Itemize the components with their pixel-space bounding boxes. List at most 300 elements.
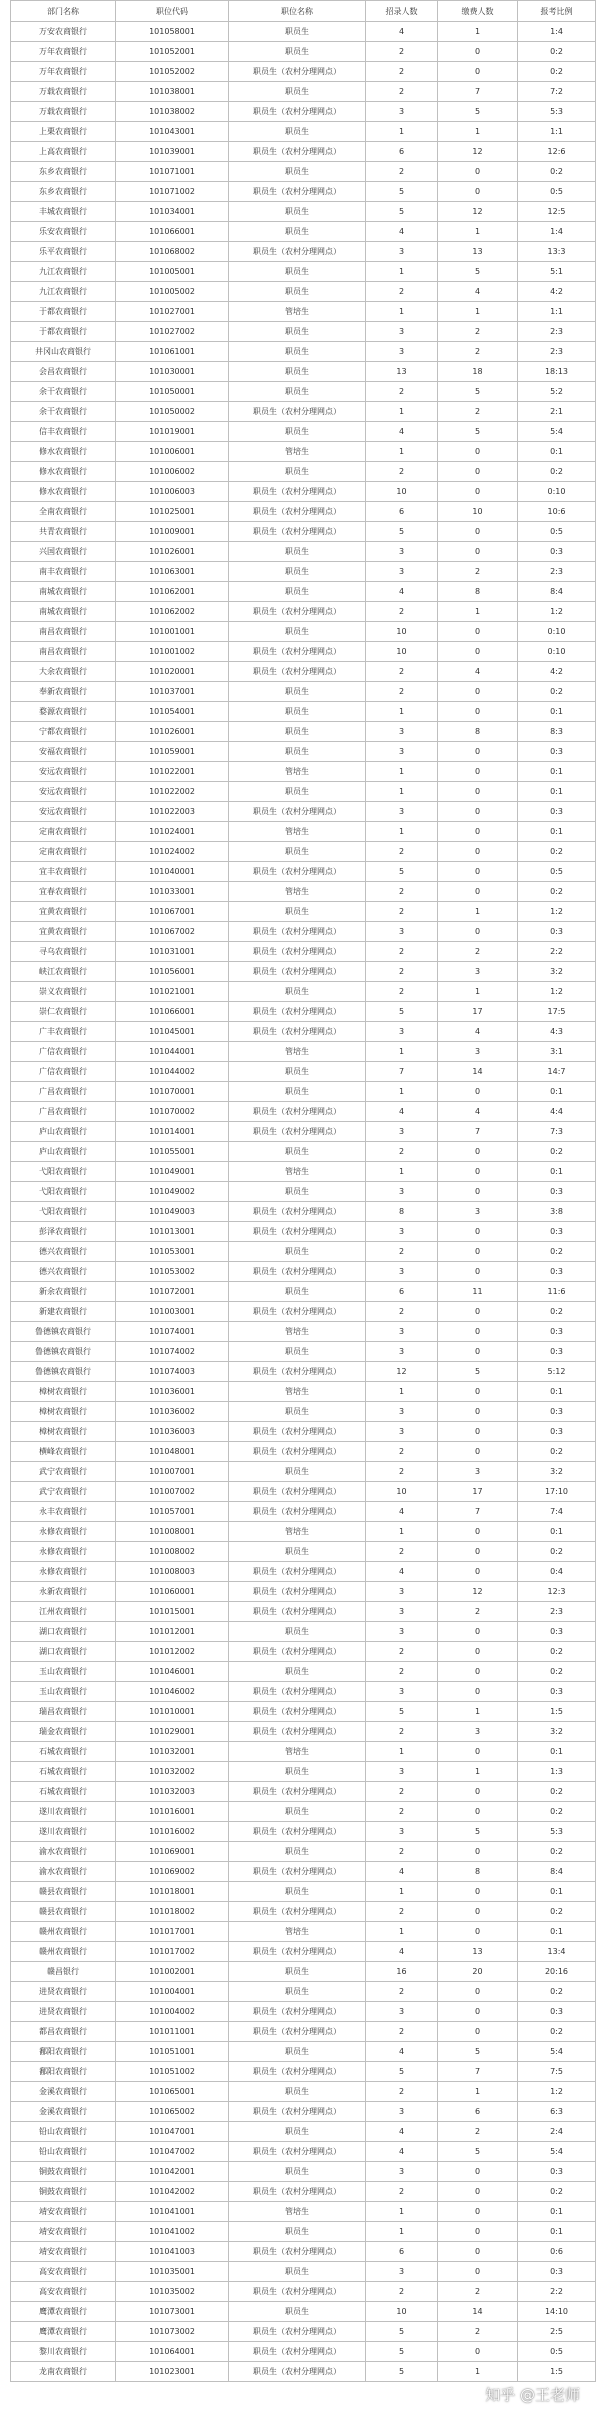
cell-hire-count: 3 [366, 1322, 438, 1342]
cell-paid-count: 5 [438, 262, 518, 282]
cell-hire-count: 2 [366, 842, 438, 862]
cell-hire-count: 3 [366, 102, 438, 122]
table-row [11, 62, 596, 82]
cell-position: 职员生 [229, 1802, 366, 1822]
cell-dept: 靖安农商银行 [11, 2202, 116, 2222]
cell-dept: 德兴农商银行 [11, 1262, 116, 1282]
table-row [11, 1842, 596, 1862]
cell-code: 101030001 [116, 362, 229, 382]
cell-code: 101022003 [116, 802, 229, 822]
cell-paid-count: 8 [438, 582, 518, 602]
cell-ratio: 0:3 [518, 1322, 596, 1342]
cell-hire-count: 3 [366, 322, 438, 342]
cell-code: 101071001 [116, 162, 229, 182]
cell-code: 101059001 [116, 742, 229, 762]
cell-ratio: 0:1 [518, 762, 596, 782]
table-row [11, 482, 596, 502]
cell-position: 职员生（农村分理网点） [229, 2002, 366, 2022]
cell-position: 职员生（农村分理网点） [229, 1902, 366, 1922]
cell-hire-count: 1 [366, 1882, 438, 1902]
cell-position: 职员生 [229, 342, 366, 362]
cell-ratio: 0:5 [518, 522, 596, 542]
cell-ratio: 3:2 [518, 1462, 596, 1482]
cell-dept: 进贤农商银行 [11, 2002, 116, 2022]
cell-position: 职员生（农村分理网点） [229, 2142, 366, 2162]
table-row [11, 1002, 596, 1022]
table-row [11, 2162, 596, 2182]
cell-position: 职员生 [229, 582, 366, 602]
cell-code: 101017001 [116, 1922, 229, 1942]
table-row [11, 1142, 596, 1162]
table-row [11, 2102, 596, 2122]
cell-ratio: 0:3 [518, 542, 596, 562]
cell-hire-count: 3 [366, 1122, 438, 1142]
cell-hire-count: 1 [366, 442, 438, 462]
cell-code: 101065002 [116, 2102, 229, 2122]
cell-hire-count: 3 [366, 2002, 438, 2022]
cell-paid-count: 2 [438, 562, 518, 582]
table-row [11, 382, 596, 402]
cell-dept: 万年农商银行 [11, 62, 116, 82]
table-row [11, 462, 596, 482]
table-row [11, 2042, 596, 2062]
cell-paid-count: 0 [438, 922, 518, 942]
cell-position: 职员生（农村分理网点） [229, 1102, 366, 1122]
cell-paid-count: 0 [438, 1162, 518, 1182]
table-row [11, 262, 596, 282]
cell-paid-count: 3 [438, 1202, 518, 1222]
cell-code: 101055001 [116, 1142, 229, 1162]
cell-ratio: 0:5 [518, 2342, 596, 2362]
cell-code: 101002001 [116, 1962, 229, 1982]
cell-paid-count: 0 [438, 522, 518, 542]
table-row [11, 1942, 596, 1962]
cell-paid-count: 0 [438, 1682, 518, 1702]
cell-dept: 宜春农商银行 [11, 882, 116, 902]
table-row [11, 362, 596, 382]
cell-dept: 大余农商银行 [11, 662, 116, 682]
cell-ratio: 5:2 [518, 382, 596, 402]
cell-ratio: 0:1 [518, 1742, 596, 1762]
cell-dept: 樟树农商银行 [11, 1382, 116, 1402]
cell-dept: 铅山农商银行 [11, 2142, 116, 2162]
cell-ratio: 0:1 [518, 2222, 596, 2242]
cell-ratio: 0:3 [518, 802, 596, 822]
cell-position: 职员生 [229, 282, 366, 302]
cell-ratio: 0:1 [518, 1162, 596, 1182]
cell-ratio: 14:7 [518, 1062, 596, 1082]
table-row [11, 1442, 596, 1462]
cell-ratio: 0:10 [518, 642, 596, 662]
cell-hire-count: 3 [366, 1682, 438, 1702]
cell-paid-count: 1 [438, 122, 518, 142]
cell-position: 职员生 [229, 742, 366, 762]
cell-dept: 铜鼓农商银行 [11, 2162, 116, 2182]
cell-paid-count: 0 [438, 1842, 518, 1862]
cell-ratio: 13:3 [518, 242, 596, 262]
cell-hire-count: 3 [366, 1422, 438, 1442]
cell-code: 101050001 [116, 382, 229, 402]
cell-position: 职员生（农村分理网点） [229, 1602, 366, 1622]
cell-hire-count: 2 [366, 282, 438, 302]
cell-position: 职员生（农村分理网点） [229, 2022, 366, 2042]
cell-hire-count: 3 [366, 1602, 438, 1622]
cell-position: 职员生（农村分理网点） [229, 2282, 366, 2302]
table-row [11, 1162, 596, 1182]
cell-hire-count: 1 [366, 302, 438, 322]
cell-hire-count: 2 [366, 1842, 438, 1862]
cell-paid-count: 3 [438, 1722, 518, 1742]
cell-hire-count: 3 [366, 1342, 438, 1362]
cell-paid-count: 2 [438, 322, 518, 342]
table-row [11, 1882, 596, 1902]
cell-dept: 湖口农商银行 [11, 1622, 116, 1642]
cell-paid-count: 0 [438, 762, 518, 782]
table-row [11, 322, 596, 342]
cell-dept: 南丰农商银行 [11, 562, 116, 582]
table-row [11, 1902, 596, 1922]
cell-code: 101070002 [116, 1102, 229, 1122]
cell-paid-count: 3 [438, 1042, 518, 1062]
cell-paid-count: 8 [438, 1862, 518, 1882]
cell-ratio: 13:4 [518, 1942, 596, 1962]
cell-hire-count: 1 [366, 1522, 438, 1542]
table-row [11, 882, 596, 902]
table-row [11, 642, 596, 662]
cell-hire-count: 6 [366, 1282, 438, 1302]
cell-ratio: 1:4 [518, 22, 596, 42]
cell-ratio: 0:10 [518, 482, 596, 502]
cell-dept: 鹰潭农商银行 [11, 2322, 116, 2342]
cell-paid-count: 4 [438, 662, 518, 682]
cell-paid-count: 5 [438, 2042, 518, 2062]
cell-position: 职员生（农村分理网点） [229, 1362, 366, 1382]
cell-position: 职员生 [229, 1882, 366, 1902]
cell-position: 职员生（农村分理网点） [229, 1422, 366, 1442]
cell-hire-count: 5 [366, 1002, 438, 1022]
table-row [11, 2322, 596, 2342]
cell-hire-count: 1 [366, 1742, 438, 1762]
cell-paid-count: 5 [438, 2142, 518, 2162]
cell-hire-count: 2 [366, 942, 438, 962]
cell-paid-count: 0 [438, 1802, 518, 1822]
cell-hire-count: 4 [366, 22, 438, 42]
cell-hire-count: 3 [366, 722, 438, 742]
cell-ratio: 0:6 [518, 2242, 596, 2262]
cell-hire-count: 2 [366, 1982, 438, 2002]
cell-hire-count: 5 [366, 2062, 438, 2082]
cell-hire-count: 2 [366, 2082, 438, 2102]
cell-ratio: 4:4 [518, 1102, 596, 1122]
cell-position: 职员生 [229, 1342, 366, 1362]
cell-position: 职员生 [229, 2162, 366, 2182]
cell-position: 职员生（农村分理网点） [229, 502, 366, 522]
table-row [11, 542, 596, 562]
cell-paid-count: 4 [438, 1022, 518, 1042]
cell-code: 101001002 [116, 642, 229, 662]
cell-hire-count: 6 [366, 142, 438, 162]
cell-dept: 上高农商银行 [11, 142, 116, 162]
cell-position: 职员生 [229, 1962, 366, 1982]
table-row [11, 1422, 596, 1442]
cell-hire-count: 2 [366, 2182, 438, 2202]
cell-hire-count: 4 [366, 1942, 438, 1962]
cell-position: 职员生（农村分理网点） [229, 1502, 366, 1522]
cell-ratio: 5:3 [518, 102, 596, 122]
cell-paid-count: 0 [438, 1142, 518, 1162]
cell-ratio: 17:5 [518, 1002, 596, 1022]
cell-hire-count: 4 [366, 422, 438, 442]
cell-code: 101052002 [116, 62, 229, 82]
cell-hire-count: 5 [366, 182, 438, 202]
cell-code: 101074001 [116, 1322, 229, 1342]
cell-paid-count: 5 [438, 102, 518, 122]
cell-dept: 湖口农商银行 [11, 1642, 116, 1662]
cell-position: 职员生（农村分理网点） [229, 802, 366, 822]
cell-paid-count: 18 [438, 362, 518, 382]
cell-dept: 武宁农商银行 [11, 1482, 116, 1502]
cell-ratio: 3:2 [518, 1722, 596, 1742]
cell-paid-count: 0 [438, 62, 518, 82]
cell-code: 101049003 [116, 1202, 229, 1222]
cell-ratio: 4:2 [518, 662, 596, 682]
cell-hire-count: 5 [366, 2362, 438, 2382]
cell-dept: 武宁农商银行 [11, 1462, 116, 1482]
cell-dept: 渝水农商银行 [11, 1842, 116, 1862]
cell-code: 101005001 [116, 262, 229, 282]
cell-paid-count: 0 [438, 1742, 518, 1762]
cell-dept: 于都农商银行 [11, 322, 116, 342]
cell-position: 职员生（农村分理网点） [229, 1582, 366, 1602]
cell-dept: 广信农商银行 [11, 1042, 116, 1062]
cell-hire-count: 5 [366, 2342, 438, 2362]
table-row [11, 2002, 596, 2022]
cell-hire-count: 8 [366, 1202, 438, 1222]
cell-paid-count: 0 [438, 1902, 518, 1922]
cell-paid-count: 0 [438, 862, 518, 882]
cell-code: 101069001 [116, 1842, 229, 1862]
cell-code: 101074002 [116, 1342, 229, 1362]
cell-hire-count: 5 [366, 202, 438, 222]
cell-hire-count: 1 [366, 2202, 438, 2222]
cell-dept: 赣县农商银行 [11, 1902, 116, 1922]
cell-ratio: 0:3 [518, 922, 596, 942]
header-paid-count: 缴费人数 [438, 1, 518, 22]
cell-code: 101036002 [116, 1402, 229, 1422]
watermark: 知乎 @王老师 [485, 2386, 580, 2404]
cell-hire-count: 2 [366, 1442, 438, 1462]
cell-position: 职员生（农村分理网点） [229, 1942, 366, 1962]
cell-ratio: 7:5 [518, 2062, 596, 2082]
cell-paid-count: 0 [438, 842, 518, 862]
cell-ratio: 0:2 [518, 882, 596, 902]
cell-dept: 丰城农商银行 [11, 202, 116, 222]
cell-dept: 鄱阳农商银行 [11, 2062, 116, 2082]
cell-dept: 弋阳农商银行 [11, 1202, 116, 1222]
cell-ratio: 0:2 [518, 2022, 596, 2042]
cell-dept: 赣州农商银行 [11, 1942, 116, 1962]
cell-ratio: 0:1 [518, 2202, 596, 2222]
cell-hire-count: 10 [366, 2302, 438, 2322]
cell-ratio: 12:3 [518, 1582, 596, 1602]
cell-paid-count: 0 [438, 1642, 518, 1662]
cell-dept: 寻乌农商银行 [11, 942, 116, 962]
cell-ratio: 0:3 [518, 1222, 596, 1242]
cell-position: 职员生 [229, 1542, 366, 1562]
cell-code: 101008001 [116, 1522, 229, 1542]
cell-position: 职员生 [229, 462, 366, 482]
cell-paid-count: 0 [438, 1622, 518, 1642]
table-row [11, 1302, 596, 1322]
cell-paid-count: 0 [438, 162, 518, 182]
cell-hire-count: 4 [366, 2122, 438, 2142]
cell-position: 职员生 [229, 1842, 366, 1862]
cell-ratio: 0:2 [518, 682, 596, 702]
cell-code: 101039001 [116, 142, 229, 162]
cell-ratio: 1:2 [518, 982, 596, 1002]
cell-code: 101018002 [116, 1902, 229, 1922]
cell-ratio: 0:3 [518, 1262, 596, 1282]
cell-position: 职员生 [229, 422, 366, 442]
cell-ratio: 0:2 [518, 462, 596, 482]
cell-hire-count: 1 [366, 402, 438, 422]
cell-code: 101012001 [116, 1622, 229, 1642]
cell-dept: 黎川农商银行 [11, 2342, 116, 2362]
table-row [11, 1702, 596, 1722]
cell-hire-count: 3 [366, 542, 438, 562]
cell-code: 101043001 [116, 122, 229, 142]
cell-dept: 永修农商银行 [11, 1542, 116, 1562]
cell-ratio: 20:16 [518, 1962, 596, 1982]
cell-dept: 石城农商银行 [11, 1762, 116, 1782]
table-row [11, 22, 596, 42]
cell-code: 101017002 [116, 1942, 229, 1962]
table-row [11, 1342, 596, 1362]
cell-position: 职员生（农村分理网点） [229, 1022, 366, 1042]
cell-ratio: 5:4 [518, 422, 596, 442]
cell-paid-count: 1 [438, 1702, 518, 1722]
cell-code: 101044002 [116, 1062, 229, 1082]
cell-code: 101060001 [116, 1582, 229, 1602]
cell-dept: 都昌农商银行 [11, 2022, 116, 2042]
cell-ratio: 2:1 [518, 402, 596, 422]
table-row [11, 1242, 596, 1262]
table-row [11, 1762, 596, 1782]
cell-paid-count: 2 [438, 1602, 518, 1622]
cell-hire-count: 2 [366, 162, 438, 182]
cell-dept: 万载农商银行 [11, 82, 116, 102]
table-row [11, 1362, 596, 1382]
cell-hire-count: 10 [366, 482, 438, 502]
cell-ratio: 7:2 [518, 82, 596, 102]
cell-code: 101048001 [116, 1442, 229, 1462]
cell-paid-count: 0 [438, 2202, 518, 2222]
cell-position: 职员生 [229, 362, 366, 382]
table-row [11, 1562, 596, 1582]
cell-dept: 赣县农商银行 [11, 1882, 116, 1902]
cell-hire-count: 4 [366, 1502, 438, 1522]
cell-position: 职员生 [229, 1662, 366, 1682]
cell-code: 101022002 [116, 782, 229, 802]
cell-paid-count: 6 [438, 2102, 518, 2122]
cell-ratio: 2:4 [518, 2122, 596, 2142]
cell-position: 职员生（农村分理网点） [229, 942, 366, 962]
cell-ratio: 0:3 [518, 1342, 596, 1362]
table-row [11, 2082, 596, 2102]
table-row [11, 422, 596, 442]
cell-position: 职员生 [229, 82, 366, 102]
table-row [11, 2222, 596, 2242]
cell-dept: 修水农商银行 [11, 482, 116, 502]
cell-hire-count: 2 [366, 1722, 438, 1742]
table-row [11, 1222, 596, 1242]
cell-hire-count: 1 [366, 1082, 438, 1102]
cell-dept: 新余农商银行 [11, 1282, 116, 1302]
table-row [11, 342, 596, 362]
cell-hire-count: 2 [366, 1802, 438, 1822]
cell-dept: 弋阳农商银行 [11, 1182, 116, 1202]
cell-ratio: 0:2 [518, 1662, 596, 1682]
table-row [11, 942, 596, 962]
cell-hire-count: 1 [366, 1042, 438, 1062]
cell-position: 职员生（农村分理网点） [229, 1482, 366, 1502]
cell-hire-count: 3 [366, 1762, 438, 1782]
table-row [11, 2182, 596, 2202]
cell-dept: 广昌农商银行 [11, 1082, 116, 1102]
table-row [11, 162, 596, 182]
table-row [11, 2122, 596, 2142]
cell-dept: 鹰潭农商银行 [11, 2302, 116, 2322]
cell-code: 101004001 [116, 1982, 229, 2002]
cell-paid-count: 13 [438, 242, 518, 262]
table-row [11, 182, 596, 202]
cell-paid-count: 0 [438, 1182, 518, 1202]
cell-position: 管培生 [229, 1922, 366, 1942]
cell-ratio: 0:2 [518, 62, 596, 82]
cell-ratio: 5:12 [518, 1362, 596, 1382]
cell-ratio: 2:5 [518, 2322, 596, 2342]
cell-ratio: 1:2 [518, 902, 596, 922]
cell-position: 职员生（农村分理网点） [229, 1002, 366, 1022]
cell-dept: 九江农商银行 [11, 282, 116, 302]
cell-position: 职员生 [229, 2262, 366, 2282]
cell-hire-count: 3 [366, 2102, 438, 2122]
cell-ratio: 2:2 [518, 2282, 596, 2302]
cell-code: 101041003 [116, 2242, 229, 2262]
cell-ratio: 4:2 [518, 282, 596, 302]
cell-ratio: 10:6 [518, 502, 596, 522]
cell-code: 101057001 [116, 1502, 229, 1522]
cell-hire-count: 1 [366, 262, 438, 282]
cell-ratio: 0:2 [518, 1442, 596, 1462]
table-row [11, 102, 596, 122]
cell-position: 管培生 [229, 2202, 366, 2222]
cell-code: 101064001 [116, 2342, 229, 2362]
cell-code: 101034001 [116, 202, 229, 222]
cell-dept: 德兴农商银行 [11, 1242, 116, 1262]
cell-code: 101042002 [116, 2182, 229, 2202]
cell-code: 101046002 [116, 1682, 229, 1702]
table-row [11, 1062, 596, 1082]
table-row [11, 1502, 596, 1522]
cell-ratio: 0:2 [518, 1142, 596, 1162]
cell-ratio: 3:8 [518, 1202, 596, 1222]
cell-position: 职员生 [229, 2082, 366, 2102]
cell-code: 101044001 [116, 1042, 229, 1062]
table-row [11, 1542, 596, 1562]
cell-dept: 鲁德镇农商银行 [11, 1362, 116, 1382]
table-row [11, 202, 596, 222]
